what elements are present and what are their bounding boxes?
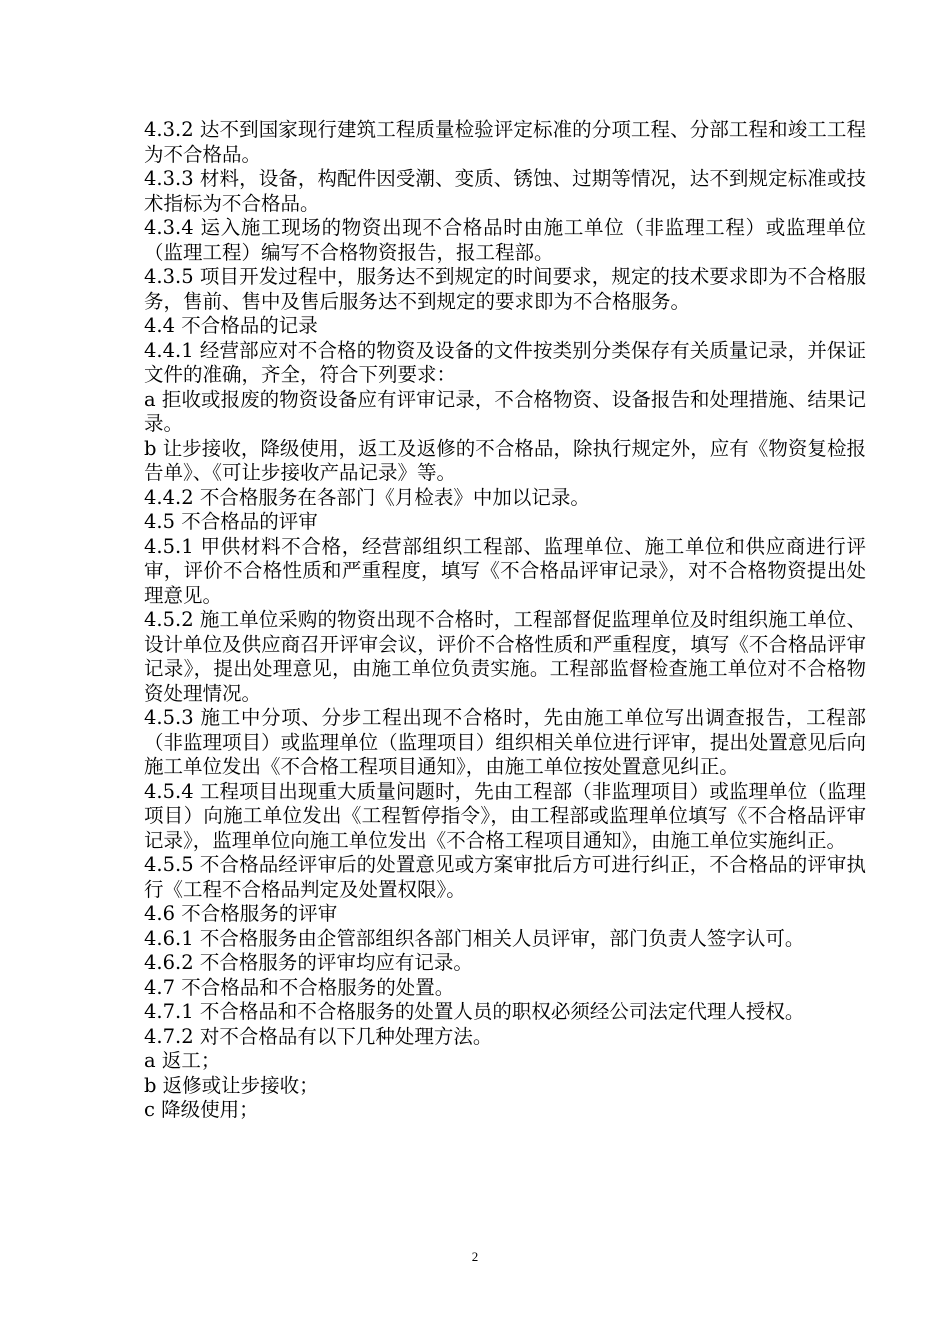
clause-4-3-5: 4.3.5 项目开发过程中，服务达不到规定的时间要求，规定的技术要求即为不合格服务，售前、售中及售后服务达不到规定的要求即为不合格服务。: [144, 265, 866, 313]
clause-4-5-2: 4.5.2 施工单位采购的物资出现不合格时，工程部督促监理单位及时组织施工单位、设计单位及供应商召开评审会议，评价不合格性质和严重程度，填写《不合格品评审记录》，提出处理意见，由施工单位负责实施。工程部监督检查施工单位对不合格物资处理情况。: [144, 608, 866, 705]
clause-4-6-2: 4.6.2 不合格服务的评审均应有记录。: [144, 951, 473, 974]
clause-4-3-2: 4.3.2 达不到国家现行建筑工程质量检验评定标准的分项工程、分部工程和竣工工程为不合格品。: [144, 118, 866, 166]
section-heading-4-5: 4.5 不合格品的评审: [144, 510, 318, 533]
method-item-c: c 降级使用；: [144, 1098, 259, 1121]
clause-4-3-4: 4.3.4 运入施工现场的物资出现不合格品时由施工单位（非监理工程）或监理单位（监理工程）编写不合格物资报告，报工程部。: [144, 216, 866, 264]
section-heading-4-7: 4.7 不合格品和不合格服务的处置。: [144, 975, 455, 999]
clause-4-7-2: 4.7.2 对不合格品有以下几种处理方法。: [144, 1024, 493, 1048]
method-item-a: a 返工；: [144, 1049, 221, 1072]
clause-4-5-4: 4.5.4 工程项目出现重大质量问题时，先由工程部（非监理项目）或监理单位（监理项目）向施工单位发出《工程暂停指令》，由工程部或监理单位填写《不合格品评审记录》，监理单位向施工单位发出《不合格工程项目通知》，由施工单位实施纠正。: [144, 779, 866, 852]
clause-4-7-1: 4.7.1 不合格品和不合格服务的处置人员的职权必须经公司法定代理人授权。: [144, 1000, 805, 1023]
clause-4-5-5: 4.5.5 不合格品经评审后的处置意见或方案审批后方可进行纠正，不合格品的评审执行《工程不合格品判定及处置权限》。: [144, 853, 866, 901]
document-body: [144, 118, 866, 1123]
list-item-b: b 让步接收，降级使用，返工及返修的不合格品，除执行规定外，应有《物资复检报告单》、《可让步接收产品记录》等。: [144, 436, 866, 484]
clause-4-5-1: 4.5.1 甲供材料不合格，经营部组织工程部、监理单位、施工单位和供应商进行评审，评价不合格性质和严重程度，填写《不合格品评审记录》，对不合格物资提出处理意见。: [144, 534, 866, 607]
section-heading-4-6: 4.6 不合格服务的评审: [144, 902, 338, 925]
clause-4-4-1: 4.4.1 经营部应对不合格的物资及设备的文件按类别分类保存有关质量记录，并保证文件的准确，齐全，符合下列要求：: [144, 338, 866, 386]
clause-4-4-2: 4.4.2 不合格服务在各部门《月检表》中加以记录。: [144, 485, 590, 509]
method-item-b: b 返修或让步接收；: [144, 1073, 319, 1097]
clause-4-6-1: 4.6.1 不合格服务由企管部组织各部门相关人员评审，部门负责人签字认可。: [144, 926, 805, 950]
clause-4-3-3: 4.3.3 材料，设备，构配件因受潮、变质、锈蚀、过期等情况，达不到规定标准或技术指标为不合格品。: [144, 167, 866, 215]
page-number: 2: [471, 1249, 479, 1264]
clause-4-5-3: 4.5.3 施工中分项、分步工程出现不合格时，先由施工单位写出调查报告，工程部（非监理项目）或监理单位（监理项目）组织相关单位进行评审，提出处置意见后向施工单位发出《不合格工程项目通知》，由施工单位按处置意见纠正。: [144, 706, 866, 778]
section-heading-4-4: 4.4 不合格品的记录: [144, 314, 318, 337]
list-item-a: a 拒收或报废的物资设备应有评审记录，不合格物资、设备报告和处理措施、结果记录。: [144, 387, 866, 435]
